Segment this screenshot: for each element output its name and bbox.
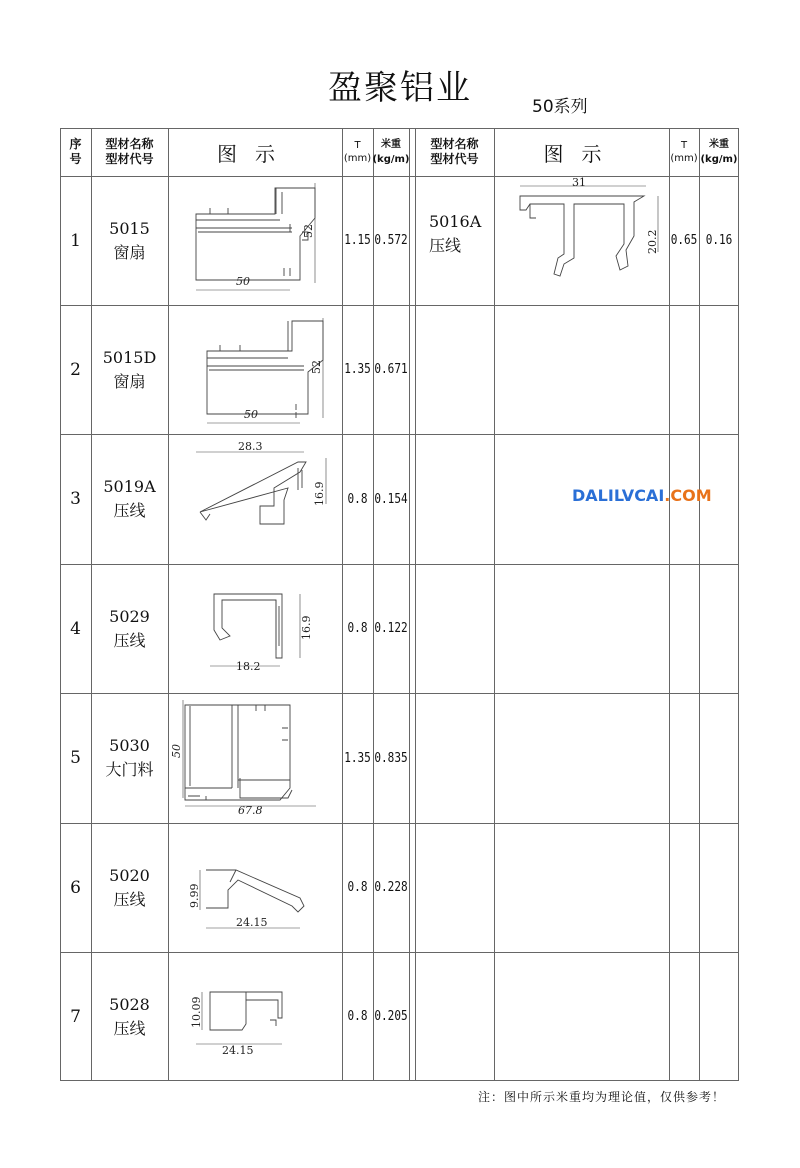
row-weight: 0.671	[374, 362, 408, 377]
row-seq: 5	[70, 748, 81, 768]
row-thickness: 0.8	[347, 621, 368, 636]
row-weight-right: 0.16	[705, 233, 733, 248]
header-figure: 图示	[217, 141, 293, 166]
profile-drawing-5019A	[196, 452, 326, 524]
profile-name: 窗扇	[113, 371, 146, 391]
profile-code: 5015D	[102, 347, 157, 367]
dim-label: 18.2	[236, 660, 261, 673]
row-weight: 0.835	[374, 750, 408, 766]
watermark-suffix: .COM	[664, 486, 712, 505]
row-seq: 1	[70, 230, 81, 251]
header-t: T (mm)	[343, 140, 372, 164]
row-seq: 2	[70, 359, 81, 380]
dim-label: 52	[302, 224, 315, 238]
dim-label: 9.99	[188, 883, 201, 908]
watermark-main: DALILVCAI	[572, 486, 665, 505]
row-seq: 3	[70, 489, 81, 509]
footnote: 注：图中所示米重均为理论值，仅供参考！	[478, 1090, 726, 1104]
row-thickness: 1.35	[344, 750, 371, 766]
row-weight: 0.154	[374, 491, 408, 507]
dim-label: 50	[170, 744, 183, 758]
dim-label: 31	[572, 176, 586, 189]
profile-drawing-5015D	[207, 318, 323, 423]
row-weight: 0.205	[374, 1009, 408, 1024]
dim-label: 16.9	[300, 615, 313, 640]
row-seq: 6	[70, 877, 81, 898]
profile-name: 压线	[113, 501, 146, 520]
header-weight: 米重 (kg/m)	[372, 139, 410, 165]
dim-label: 24.15	[222, 1044, 254, 1057]
row-seq: 4	[70, 618, 81, 639]
dim-label: 16.9	[313, 481, 326, 506]
row-thickness: 1.15	[344, 233, 371, 248]
profile-name: 大门料	[105, 760, 154, 779]
profile-name: 窗扇	[113, 242, 146, 262]
row-thickness: 1.35	[344, 362, 371, 377]
row-thickness-right: 0.65	[670, 233, 698, 248]
header-figure-right: 图示	[543, 141, 620, 166]
profile-code: 5016A	[429, 212, 482, 231]
profile-code: 5015	[109, 218, 150, 238]
row-weight: 0.572	[374, 233, 408, 248]
row-thickness: 0.8	[347, 491, 368, 507]
row-thickness: 0.8	[347, 880, 368, 895]
profile-name: 压线	[113, 1018, 146, 1038]
dim-label: 28.3	[238, 440, 263, 453]
profile-name: 压线	[113, 630, 146, 650]
dim-label: 52	[310, 360, 323, 374]
header-name: 型材名称 型材代号	[105, 137, 154, 166]
dim-label: 67.8	[238, 804, 263, 817]
row-seq: 7	[70, 1006, 81, 1027]
profile-drawing-5028	[196, 992, 282, 1044]
profile-drawing-5029	[210, 594, 300, 666]
profile-code: 5030	[109, 736, 150, 755]
row-weight: 0.122	[374, 621, 408, 636]
profile-code: 5020	[109, 865, 150, 885]
dim-label: 50	[236, 275, 250, 288]
watermark	[572, 486, 712, 505]
row-thickness: 0.8	[347, 1009, 368, 1024]
profile-name: 压线	[113, 889, 146, 909]
dim-label: 20.2	[646, 229, 659, 254]
profile-drawing-5015	[196, 183, 315, 290]
profile-drawing-5030	[183, 700, 316, 806]
series-label: 50系列	[532, 97, 588, 117]
header-t-right: T (mm)	[670, 140, 698, 164]
header-seq: 序 号	[69, 137, 82, 166]
profile-drawings	[60, 128, 739, 1081]
profile-name: 压线	[429, 236, 462, 255]
spec-table	[60, 128, 739, 1081]
header-name-right: 型材名称 型材代号	[430, 137, 479, 166]
dim-label: 10.09	[190, 996, 203, 1028]
dim-label: 24.15	[236, 916, 268, 929]
profile-code: 5019A	[103, 477, 156, 496]
dimension-labels	[170, 176, 659, 1057]
profile-drawing-5016A	[520, 186, 658, 276]
profile-code: 5029	[109, 606, 150, 626]
profile-code: 5028	[109, 994, 150, 1014]
row-weight: 0.228	[374, 880, 408, 895]
header-weight-right: 米重 (kg/m)	[700, 139, 738, 165]
dim-label: 50	[244, 408, 258, 421]
page-title: 盈聚铝业	[328, 68, 472, 108]
